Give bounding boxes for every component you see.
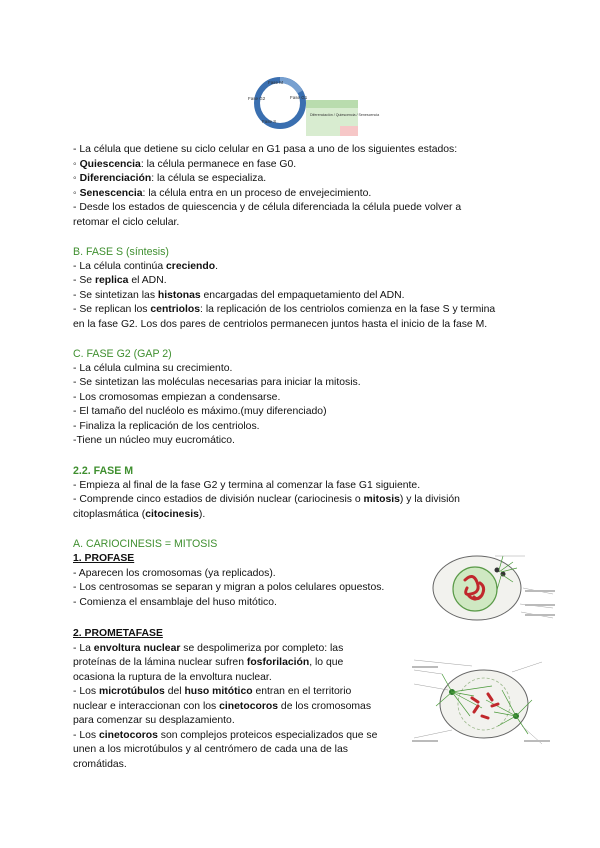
phase-m-label: Fase M <box>268 80 284 85</box>
prometafase-title: 2. PROMETAFASE <box>73 627 163 639</box>
state-senescencia: ◦ Senescencia: la célula entra en un proceso de envejecimiento. <box>73 187 372 199</box>
g0-note: Diferenciación / Quiescencia / Senescencia <box>310 113 380 117</box>
g1-intro: - La célula que detiene su ciclo celular en G1 pasa a uno de los siguientes estados: <box>73 144 458 155</box>
phase-g2-label: Fase G2 <box>248 96 266 101</box>
fase-s-line: - Se replica el ADN. <box>73 275 167 286</box>
profase-line: - Comienza el ensamblaje del huso mitótico. <box>73 596 277 608</box>
prometafase-line: proteínas de la lámina nuclear sufren fosforilación, lo que <box>73 657 344 668</box>
cariocinesis-title: A. CARIOCINESIS = MITOSIS <box>73 538 218 550</box>
fase-s-line: - Se replican los centriolos: la replicación de los centriolos comienza en la fase S y termina <box>73 304 496 315</box>
fase-g2-line: - Se sintetizan las moléculas necesarias para iniciar la mitosis. <box>73 377 361 388</box>
fase-m-title: 2.2. FASE M <box>73 464 134 477</box>
fase-g2-line: - El tamaño del nucléolo es máximo.(muy diferenciado) <box>73 406 327 417</box>
prometafase-line: unen a los microtúbulos y al centrómero de cada una de las <box>73 744 348 755</box>
g1-last-line-2: retomar el ciclo celular. <box>73 217 180 228</box>
fase-m-line: citoplasmática (citocinesis). <box>73 508 206 520</box>
profase-line: - Aparecen los cromosomas (ya replicados). <box>73 567 276 579</box>
fase-m-line: - Empieza al final de la fase G2 y termina al comenzar la fase G1 siguiente. <box>73 479 421 491</box>
fase-g2-line: - Los cromosomas empiezan a condensarse. <box>73 391 281 403</box>
g1-last-line-1: - Desde los estados de quiescencia y de célula diferenciada la célula puede volver a <box>73 202 462 214</box>
fase-g2-line: - Finaliza la replicación de los centriolos. <box>73 420 260 432</box>
fase-g2-title: C. FASE G2 (GAP 2) <box>73 347 172 360</box>
phase-g1-label: Fase G1 <box>290 95 308 100</box>
state-diferenciacion: ◦ Diferenciación: la célula se especializa. <box>73 173 267 185</box>
prometafase-line: cromátidas. <box>73 758 127 770</box>
fase-s-line: - La célula continúa creciendo. <box>73 260 218 272</box>
prometafase-line: - Los cinetocoros son complejos proteicos especializados que se <box>73 729 378 741</box>
fase-s-line: - Se sintetizan las histonas encargadas del empaquetamiento del ADN. <box>73 289 405 301</box>
fase-s-title: B. FASE S (síntesis) <box>73 245 169 258</box>
profase-line: - Los centrosomas se separan y migran a polos celulares opuestos. <box>73 582 385 593</box>
prometafase-diagram <box>412 656 552 752</box>
profase-diagram <box>425 548 557 628</box>
prometafase-line: - Los microtúbulos del huso mitótico entran en el territorio <box>73 686 352 697</box>
prometafase-line: - La envoltura nuclear se despolimeriza por completo: las <box>73 642 344 654</box>
prometafase-line: ocasiona la ruptura de la envoltura nuclear. <box>73 671 272 683</box>
state-quiescencia: ◦ Quiescencia: la célula permanece en fase G0. <box>73 158 297 170</box>
prometafase-line: nuclear e interaccionan con los cinetocoros de los cromosomas <box>73 700 372 712</box>
prometafase-line: para comenzar su desplazamiento. <box>73 715 235 726</box>
fase-g2-line: - La célula culmina su crecimiento. <box>73 362 233 374</box>
fase-g2-line: -Tiene un núcleo muy eucromático. <box>73 435 235 446</box>
phase-s-label: Fase S <box>262 119 277 124</box>
fase-m-line: - Comprende cinco estadios de división nuclear (cariocinesis o mitosis) y la división <box>73 494 460 505</box>
fase-s-line: en la fase G2. Los dos pares de centriolos permanecen juntos hasta el inicio de la fase M. <box>73 318 488 330</box>
cell-cycle-diagram <box>240 70 380 140</box>
profase-title: 1. PROFASE <box>73 553 135 564</box>
